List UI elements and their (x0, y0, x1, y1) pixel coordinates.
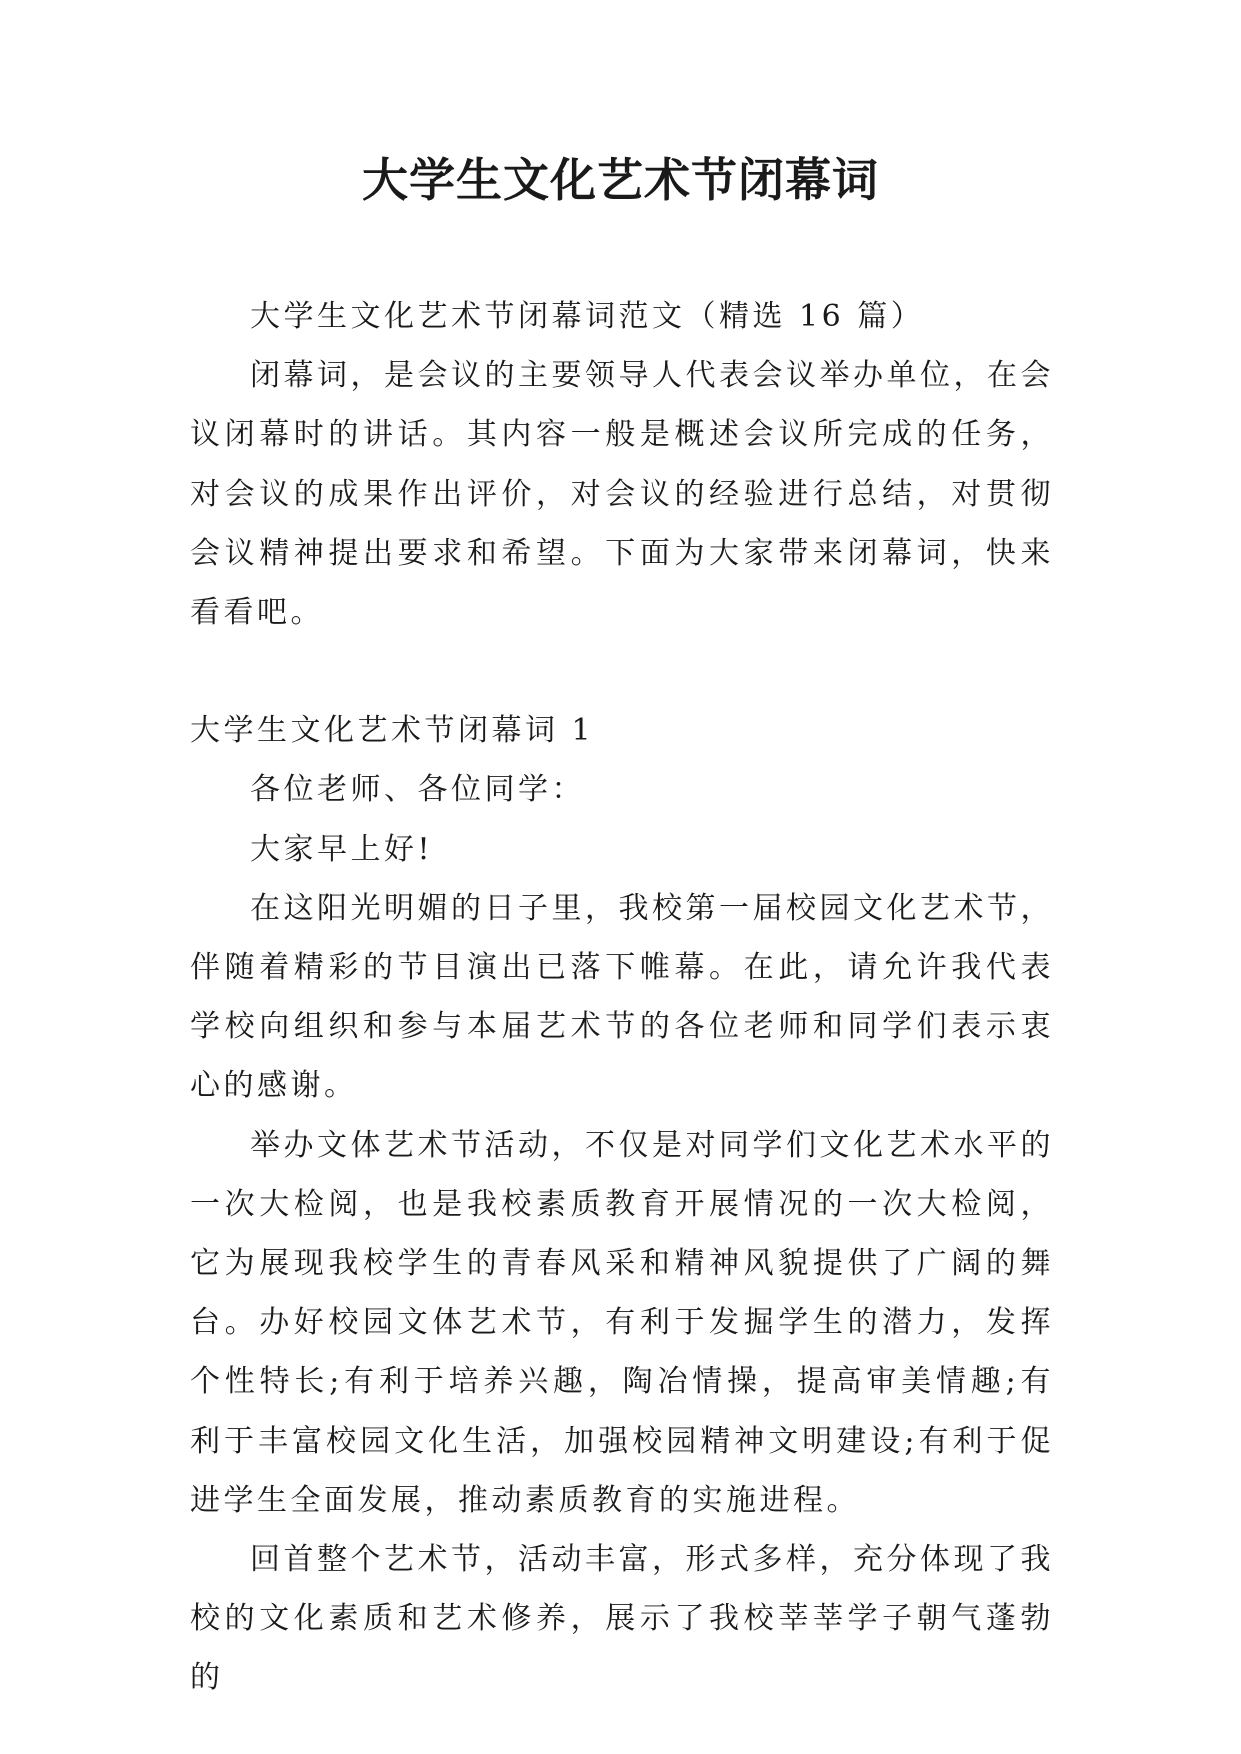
document-body (190, 287, 1054, 1708)
salutation: 各位老师、各位同学： (250, 772, 585, 808)
body-paragraph: 举办文体艺术节活动，不仅是对同学们文化艺术水平的一次大检阅，也是我校素质教育开展情况的一次大检阅，它为展现我校学生的青春风采和精神风貌提供了广阔的舞台。办好校园文体艺术节，有利于发掘学生的潜力，发挥个性特长;有利于培养兴趣，陶冶情操，提高审美情趣;有利于丰富校园文化生活，加强校园精神文明建设;有利于促进学生全面发展，推动素质教育的实施进程。 (190, 1127, 1054, 1518)
intro-subtitle: 大学生文化艺术节闭幕词范文（精选 16 篇） (250, 299, 925, 334)
body-paragraph: 在这阳光明媚的日子里，我校第一届校园文化艺术节，伴随着精彩的节目演出已落下帷幕。在此，请允许我代表学校向组织和参与本届艺术节的各位老师和同学们表示衷心的感谢。 (190, 890, 1054, 1104)
intro-paragraph: 闭幕词，是会议的主要领导人代表会议举办单位，在会议闭幕时的讲话。其内容一般是概述会议所完成的任务，对会议的成果作出评价，对会议的经验进行总结，对贯彻会议精神提出要求和希望。下面为大家带来闭幕词，快来看看吧。 (190, 358, 1054, 631)
greeting: 大家早上好! (250, 831, 434, 867)
section-heading: 大学生文化艺术节闭幕词 1 (190, 713, 595, 749)
body-paragraph: 回首整个艺术节，活动丰富，形式多样，充分体现了我校的文化素质和艺术修养，展示了我校莘莘学子朝气蓬勃的 (190, 1542, 1054, 1696)
section-spacer (190, 642, 1054, 701)
document-title: 大学生文化艺术节闭幕词 (362, 153, 879, 207)
